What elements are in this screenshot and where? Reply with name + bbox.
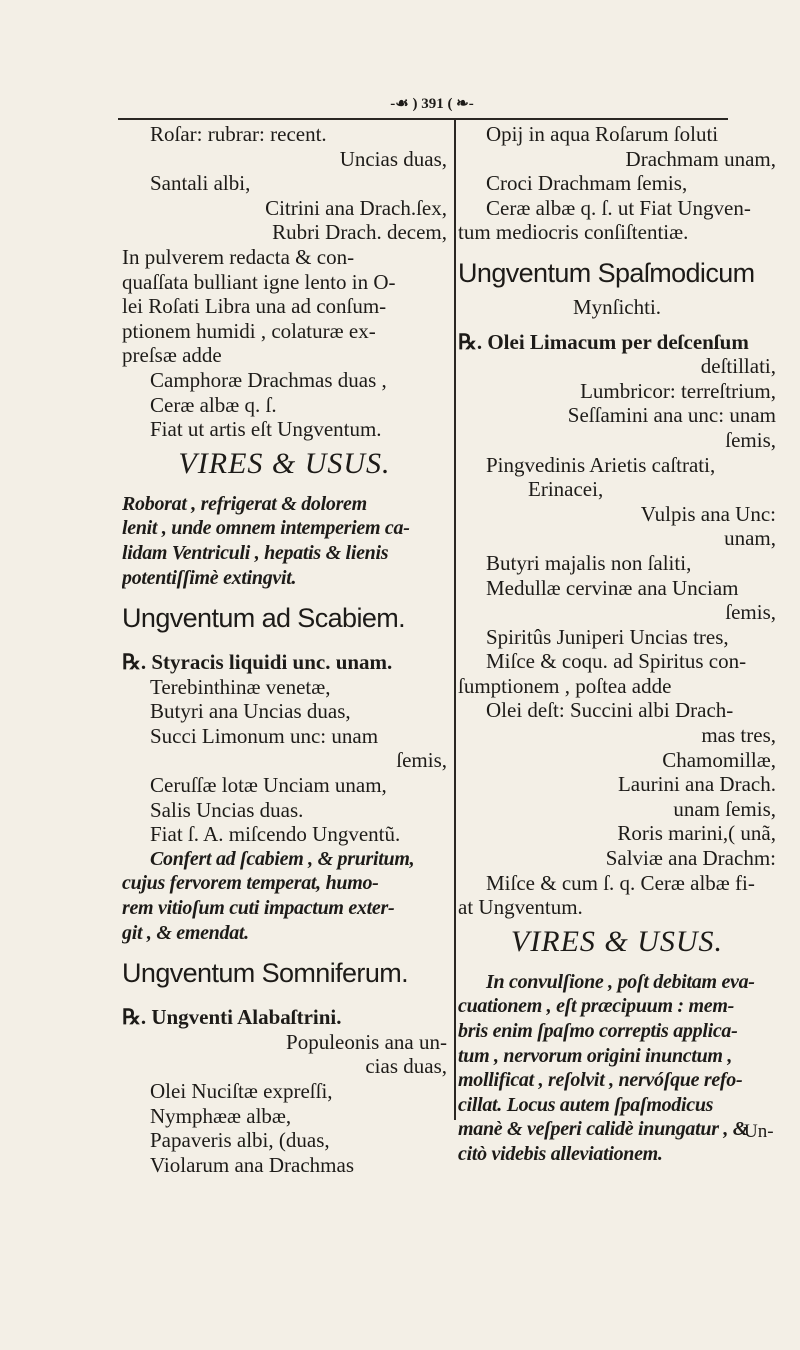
italic-line: Confert ad ſcabiem , & pruritum, xyxy=(150,847,415,870)
text-line: Nymphææ albæ, xyxy=(150,1103,292,1128)
text-line: Miſce & coqu. ad Spiritus con- xyxy=(486,649,747,674)
text-line: Miſce & cum ſ. q. Ceræ albæ fi- xyxy=(486,870,755,895)
text-line: ℞. Olei Limacum per deſcenſum xyxy=(458,329,749,354)
text-line: preſsæ adde xyxy=(122,343,222,368)
text-line: Fiat ut artis eſt Ungventum. xyxy=(150,417,382,442)
text-line: ſemis, xyxy=(725,600,776,625)
italic-line: tum , nervorum origini inunctum , xyxy=(458,1044,733,1067)
text-line: Erinacei, xyxy=(528,477,604,502)
text-line: Succi Limonum unc: unam xyxy=(150,723,379,748)
text-line: Violarum ana Drachmas xyxy=(150,1152,354,1177)
text-line: Butyri majalis non ſaliti, xyxy=(486,550,692,575)
italic-line: lidam Ventriculi , hepatis & lienis xyxy=(122,541,389,564)
text-line: Spiritûs Juniperi Uncias tres, xyxy=(486,624,729,649)
text-line: Opij in aqua Roſarum ſoluti xyxy=(486,122,719,146)
text-line: ptionem humidi , colaturæ ex- xyxy=(122,318,376,343)
text-line: ℞. Styracis liquidi unc. unam. xyxy=(122,650,393,675)
text-line: Chamomillæ, xyxy=(662,747,776,772)
italic-line: rem vitioſum cuti impactum exter- xyxy=(122,897,395,920)
italic-line: manè & veſperi calidè inungatur , & xyxy=(458,1118,749,1141)
text-line: mas tres, xyxy=(701,723,776,748)
text-line: Salis Uncias duas. xyxy=(150,797,304,822)
text-line: Rubri Drach. decem, xyxy=(272,220,447,245)
text-line: Camphoræ Drachmas duas , xyxy=(150,367,387,392)
recipe-heading-spasmodicum: Ungventum Spaſmodicum xyxy=(458,257,755,288)
text-line: quaſſata bulliant igne lento in O- xyxy=(122,269,396,294)
text-line: ſemis, xyxy=(396,748,447,773)
text-line: Medullæ cervinæ ana Unciam xyxy=(486,575,739,600)
recipe-heading-somniferum: Ungventum Somniferum. xyxy=(122,958,409,989)
text-line: Olei Nuciſtæ expreſſi, xyxy=(150,1079,333,1103)
text-line: Citrini ana Drach.ſex, xyxy=(265,195,447,220)
column-divider xyxy=(454,120,456,1120)
text-line: Vulpis ana Unc: xyxy=(640,501,776,526)
text-line: unam, xyxy=(724,526,776,551)
italic-line: bris enim ſpaſmo correptis applica- xyxy=(458,1020,738,1042)
text-line: Ceræ albæ q. ſ. xyxy=(150,392,277,417)
italic-line: cujus fervorem temperat, humo- xyxy=(122,872,379,895)
text-line: lei Roſati Libra una ad conſum- xyxy=(122,294,387,319)
left-column xyxy=(122,122,447,1177)
italic-line: git , & emendat. xyxy=(122,921,249,944)
text-line: Salviæ ana Drachm: xyxy=(605,846,776,871)
italic-line: mollificat , reſolvit , nervóſque refo- xyxy=(458,1069,743,1092)
text-line: Uncias duas, xyxy=(339,146,447,171)
italic-line: citò videbis alleviationem. xyxy=(458,1142,663,1165)
text-line: Ceræ albæ q. ſ. ut Fiat Ungven- xyxy=(486,195,751,220)
recipe-subheading: Mynſichti. xyxy=(572,294,662,319)
text-line: Butyri ana Uncias duas, xyxy=(150,699,351,724)
text-line: ℞. Ungventi Alabaſtrini. xyxy=(122,1005,342,1030)
text-line: at Ungventum. xyxy=(458,895,583,920)
text-line: Pingvedinis Arietis caſtrati, xyxy=(486,452,716,477)
text-line: Olei deſt: Succini albi Drach- xyxy=(486,698,734,723)
text-line: Lumbricor: terreſtrium, xyxy=(580,378,776,403)
italic-line: cillat. Locus autem ſpaſmodicus xyxy=(458,1093,714,1116)
text-line: Laurini ana Drach. xyxy=(617,772,776,797)
text-line: ſumptionem , poſtea adde xyxy=(458,673,672,698)
text-line: cias duas, xyxy=(365,1054,447,1079)
right-column xyxy=(458,122,776,1167)
text-line: tum mediocris conſiſtentiæ. xyxy=(458,220,689,245)
italic-line: lenit , unde omnem intemperiem ca- xyxy=(122,517,410,540)
text-line: Ceruſſæ lotæ Unciam unam, xyxy=(150,773,387,798)
text-line: Fiat ſ. A. miſcendo Ungventũ. xyxy=(150,822,401,847)
text-line: unam ſemis, xyxy=(673,796,776,821)
text-line: Populeonis ana un- xyxy=(286,1029,447,1054)
catchword: Un- xyxy=(744,1121,774,1142)
text-line: Roris marini,( unã, xyxy=(617,821,776,846)
text-line: Roſar: rubrar: recent. xyxy=(150,122,327,146)
italic-line: Roborat , refrigerat & dolorem xyxy=(122,492,367,515)
text-line: Papaveris albi, (duas, xyxy=(150,1128,330,1153)
text-line: Terebinthinæ venetæ, xyxy=(150,674,331,699)
text-line: ſemis, xyxy=(725,427,776,452)
text-line: In pulverem redacta & con- xyxy=(122,244,355,269)
text-line: Seſſamini ana unc: unam xyxy=(567,403,776,428)
page-number: -☙ ) 391 ( ❧- xyxy=(358,94,506,113)
text-line: Croci Drachmam ſemis, xyxy=(486,171,688,196)
recipe-heading-scabiem: Ungventum ad Scabiem. xyxy=(122,603,406,634)
text-line: Drachmam unam, xyxy=(625,146,776,171)
text-line: deſtillati, xyxy=(700,354,776,379)
text-line: Santali albi, xyxy=(150,171,251,196)
italic-line: In convulſione , poſt debitam eva- xyxy=(486,970,755,993)
section-heading-vires: VIRES & USUS. xyxy=(510,924,724,958)
italic-line: cuationem , eſt præcipuum : mem- xyxy=(458,995,734,1018)
section-heading-vires: VIRES & USUS. xyxy=(178,446,391,480)
page-header xyxy=(118,98,728,120)
italic-line: potentiſſimè extingvit. xyxy=(122,566,297,589)
